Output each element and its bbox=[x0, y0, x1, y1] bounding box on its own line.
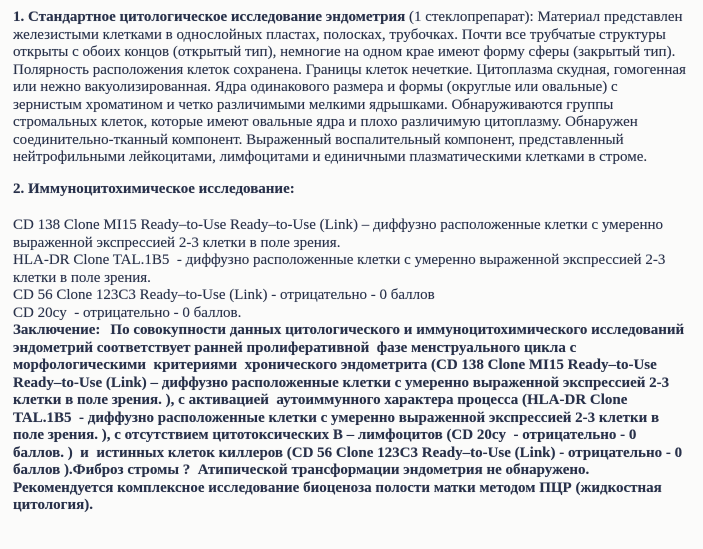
icc-section-title: 2. Иммуноцитохимическое исследование: bbox=[13, 180, 295, 197]
cytology-section-title: 1. Стандартное цитологическое исследование эндометрия bbox=[13, 9, 406, 25]
conclusion-label: Заключение: bbox=[13, 322, 101, 338]
icc-result-cd56: CD 56 Clone 123C3 Ready–to-Use (Link) - отрицательно - 0 баллов bbox=[13, 287, 435, 303]
cytology-findings-text: (1 стеклопрепарат): Материал представлен железистыми клетками в однослойных пластах, полосках, трубочках. Почти все трубчатые структуры открыты с обоих концов (открытый тип), немногие на одном крае имеют форму сферы (закрытый тип). Полярность расположения клеток сохранена. Границы клеток нечеткие. Цитоплазма скудная, гомогенная или нежно вакуолизированная. Ядра одинакового размера и формы (округлые или овальные) с зернистым хроматином и четко различимыми мелкими ядрышками. Обнаруживаются группы стромальных клеток, которые имеют овальные ядра и плохо различимую цитоплазму. Обнаружен соединительно-тканный компонент. Выраженный воспалительный компонент, представленный нейтрофильными лейкоцитами, лимфоцитами и единичными плазматическими клетками в строме. bbox=[13, 9, 690, 165]
icc-result-cd138: CD 138 Clone MI15 Ready–to-Use Ready–to-Use (Link) – диффузно расположенные клетки с умеренно выраженной экспрессией 2-3 клетки в поле зрения. bbox=[13, 217, 667, 251]
recommendation-paragraph: Рекомендуется комплексное исследование биоценоза полости матки методом ПЦР (жидкостная цитология). bbox=[13, 479, 666, 513]
icc-result-cd20cy: CD 20cy - отрицательно - 0 баллов. bbox=[13, 304, 242, 321]
icc-result-hla-dr: HLA-DR Clone TAL.1B5 - диффузно расположенные клетки с умеренно выраженной экспрессией 2-3 клетки в поле зрения. bbox=[13, 252, 670, 286]
conclusion-paragraph bbox=[13, 322, 689, 480]
cytology-findings-paragraph bbox=[13, 9, 689, 167]
conclusion-text: По совокупности данных цитологического и иммуноцитохимического исследований эндометрий соответствует ранней пролиферативной фазе менструального цикла с морфологическими критериями хронического эндометрита (CD 138 Clone MI15 Ready–to-Use Ready–to-Use (Link) – диффузно расположенные клетки с умеренно выраженной экспрессией 2-3 клетки в поле зрения. ), с активацией аутоиммунного характера процесса (HLA-DR Clone TAL.1B5 - диффузно расположенные клетки с умеренно выраженной экспрессией 2-3 клетки в поле зрения. ), с отсутствием цитотоксических В – лимфоцитов (CD 20cy - отрицательно - 0 баллов. ) и истинных клеток киллеров (CD 56 Clone 123C3 Ready–to-Use (Link) - отрицательно - 0 баллов ).Фиброз стромы ? Атипической трансформации эндометрия не обнаружено. bbox=[13, 322, 688, 478]
